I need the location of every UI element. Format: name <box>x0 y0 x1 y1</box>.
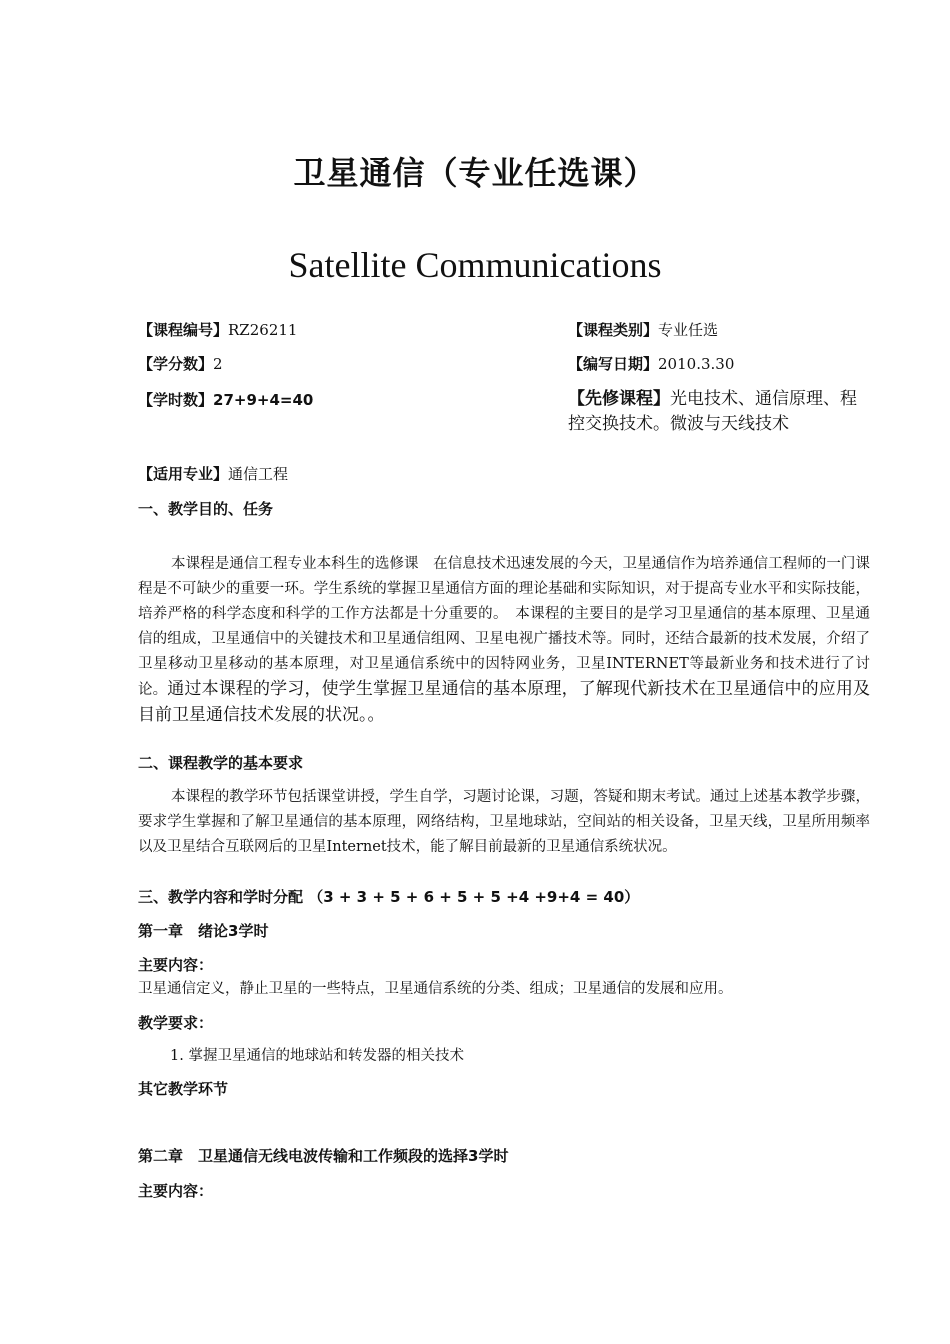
chapter-1-requirements-label: 教学要求： <box>138 1014 214 1032</box>
section-1-summary: 通过本课程的学习，使学生掌握卫星通信的基本原理，了解现代新技术在卫星通信中的应用及目前卫星通信技术发展的状况。。 <box>138 679 871 725</box>
applicable-major-value: 通信工程 <box>228 465 289 483</box>
prerequisites <box>568 387 868 437</box>
course-type-key: 【课程类别】 <box>568 321 659 339</box>
chapter-2-title: 第二章 卫星通信无线电波传输和工作频段的选择3学时 <box>138 1147 509 1165</box>
section-1-paragraph <box>138 552 870 729</box>
course-type-value: 专业任选 <box>658 321 719 339</box>
page-title: 卫星通信（专业任选课） <box>293 154 657 192</box>
page-subtitle: Satellite Communications <box>288 245 662 285</box>
chapter-1-main-label: 主要内容： <box>138 956 214 974</box>
write-date <box>568 352 734 376</box>
chapter-1-requirement-item: 1. 掌握卫星通信的地球站和转发器的相关技术 <box>170 1048 464 1064</box>
write-date-value: 2010.3.30 <box>658 355 735 373</box>
credits <box>138 352 223 376</box>
section-heading-3: 三、教学内容和学时分配 （3 + 3 + 5 + 6 + 5 + 5 +4 +9+4 = 40） <box>138 888 640 906</box>
course-code-key: 【课程编号】 <box>138 321 229 339</box>
hours <box>138 388 313 412</box>
course-type <box>568 318 718 342</box>
section-heading-1: 一、教学目的、任务 <box>138 500 274 518</box>
applicable-major <box>138 462 288 486</box>
section-1-body: 本课程是通信工程专业本科生的选修课 在信息技术迅速发展的今天，卫星通信作为培养通信工程师的一门课程是不可缺少的重要一环。学生系统的掌握卫星通信方面的理论基础和实际知识，对于提高专业水平和实际技能，培养严格的科学态度和科学的工作方法都是十分重要的。 本课程的主要目的是学习卫星通信的基本原理、卫星通信的组成，卫星通信中的关键技术和卫星通信组网、卫星电视广播技术等。同时，还结合最新的技术发展，介绍了卫星移动卫星移动的基本原理，对卫星通信系统中的因特网业务，卫星INTERNET等最新业务和技术进行了讨论。 <box>138 556 870 698</box>
hours-key: 【学时数】 <box>138 391 214 409</box>
prerequisites-key: 【先修课程】 <box>568 389 670 409</box>
hours-value: 27+9+4=40 <box>213 391 314 409</box>
course-code-value: RZ26211 <box>228 321 298 339</box>
prerequisites-value: 光电技术、通信原理、程控交换技术。微波与天线技术 <box>568 389 857 434</box>
section-2-paragraph: 本课程的教学环节包括课堂讲授，学生自学，习题讨论课，习题，答疑和期末考试。通过上述基本教学步骤，要求学生掌握和了解卫星通信的基本原理，网络结构，卫星地球站，空间站的相关设备，卫星天线，卫星所用频率以及卫星结合互联网后的卫星Internet技术，能了解目前最新的卫星通信系统状况。 <box>138 789 870 855</box>
course-code <box>138 318 297 342</box>
credits-key: 【学分数】 <box>138 355 214 373</box>
section-heading-2: 二、课程教学的基本要求 <box>138 754 304 772</box>
chapter-1-other-label: 其它教学环节 <box>138 1080 229 1098</box>
applicable-major-key: 【适用专业】 <box>138 465 229 483</box>
chapter-1-title: 第一章 绪论3学时 <box>138 922 269 940</box>
chapter-2-main-label: 主要内容： <box>138 1182 214 1200</box>
chapter-1-main-content: 卫星通信定义，静止卫星的一些特点，卫星通信系统的分类、组成；卫星通信的发展和应用。 <box>138 981 733 997</box>
credits-value: 2 <box>213 355 223 373</box>
write-date-key: 【编写日期】 <box>568 355 659 373</box>
